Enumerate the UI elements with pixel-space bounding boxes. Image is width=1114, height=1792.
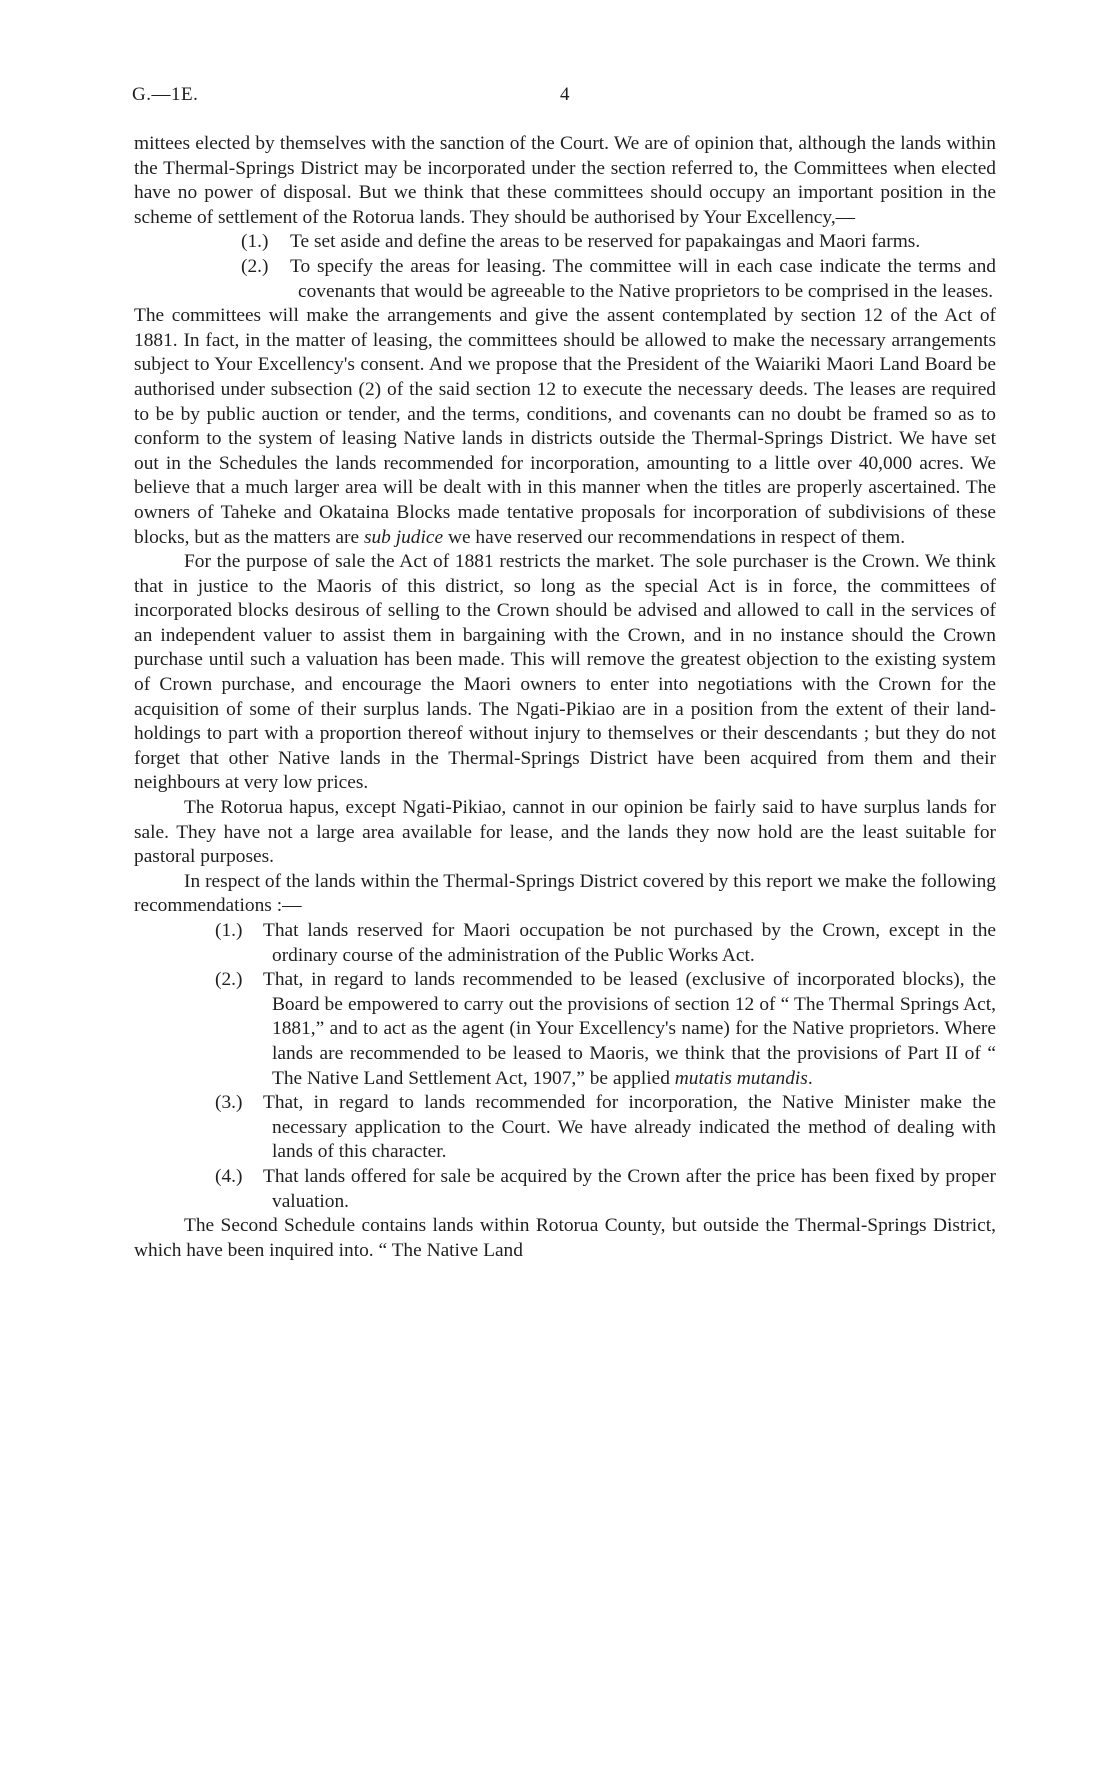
list-item-number: (2.) (215, 969, 243, 991)
paragraph-second-schedule: The Second Schedule contains lands within Rotorua County, but outside the Thermal-Springs District, which have been inquired into. “ The Native Land (134, 1215, 996, 1261)
list-item-text: That lands reserved for Maori occupation be not purchased by the Crown, except in the ordinary course of the administration of the Public Works Act. (263, 920, 996, 966)
list-item-text: To specify the areas for leasing. The committee will in each case indicate the terms and covenants that would be agreeable to the Native proprietors to be comprised in the leases. (290, 255, 996, 302)
recommendations-list (134, 919, 996, 1214)
list-item (134, 919, 996, 968)
list-item-text: Te set aside and define the areas to be reserved for papakaingas and Maori farms. (290, 231, 921, 253)
paragraph-recommendations-intro: In respect of the lands within the Thermal-Springs District covered by this report we make the following recommendations :— (134, 870, 996, 917)
paragraph-committees: mittees elected by themselves with the sanction of the Court. We are of opinion that, although the lands within the Thermal-Springs District may be incorporated under the section referred to, the Committees when elected have no power of disposal. But we think that these committees should occupy an important position in the scheme of settlement of the Rotorua lands. They should be authorised by Your Excellency,— (134, 133, 996, 228)
paragraph-sale: For the purpose of sale the Act of 1881 restricts the market. The sole purchaser is the Crown. We think that in justice to the Maoris of this district, so long as the special Act is in force, the committees of incorporated blocks desirous of selling to the Crown should be advised and allowed to call in the services of an independent valuer to assist them in bargaining with the Crown, and in no instance should the Crown purchase until such a valuation has been made. This will remove the greatest objection to the existing system of Crown purchase, and encourage the Maori owners to enter into negotiations with the Crown for the acquisition of some of their surplus lands. The Ngati-Pikiao are in a position from the extent of their land-holdings to part with a proportion thereof without injury to themselves or their descendants ; but they do not forget that other Native lands in the Thermal-Springs District have been acquired from them and their neighbours at very low prices. (134, 551, 996, 794)
list-item (134, 1165, 996, 1214)
list-item-tail: . (807, 1067, 813, 1089)
paragraph-text: The committees will make the arrangements and give the assent contemplated by section 12 of the Act of 1881. In fact, in the matter of leasing, the committees should be allowed to make the necessary arrangements subject to Your Excellency's consent. And we propose that the President of the Waiariki Maori Land Board be authorised under subsection (2) of the said section 12 to execute the necessary deeds. The leases are required to be by public auction or tender, and the terms, conditions, and covenants can no doubt be framed so as to conform to the system of leasing Native lands in districts outside the Thermal-Springs District. We have set out in the Schedules the lands recommended for incorporation, amounting to a little over 40,000 acres. We believe that a much larger area will be dealt with in this manner when the titles are properly ascertained. The owners of Taheke and Okataina Blocks made tentative proposals for incorporation of subdivisions of these blocks, but as the matters are (134, 305, 996, 548)
list-item (134, 230, 996, 255)
list-item-text: That, in regard to lands recommended to be leased (exclusive of incorporated blocks), the Board be empowered to carry out the provisions of section 12 of “ The Thermal Springs Act, 1881,” and to act as the agent (in Your Excellency's name) for the Native proprietors. Where lands are recommended to be leased to Maoris, we think that the provisions of Part II of “ The Native Land Settlement Act, 1907,” be applied (263, 969, 996, 1089)
italic-phrase: sub judice (363, 526, 444, 548)
page-number: 4 (560, 84, 570, 105)
list-item-number: (1.) (215, 920, 243, 941)
document-reference: G.—1E. (132, 84, 199, 105)
list-item-number: (2.) (241, 255, 269, 277)
list-item-text: That lands offered for sale be acquired by the Crown after the price has been fixed by proper valuation. (263, 1165, 996, 1212)
list-item-number: (1.) (241, 231, 269, 253)
list-item (134, 255, 996, 304)
list-item-text: That, in regard to lands recommended for incorporation, the Native Minister make the necessary application to the Court. We have already indicated the method of dealing with lands of this character. (263, 1092, 996, 1163)
list-item-number: (3.) (215, 1092, 243, 1114)
paragraph-leasing (134, 304, 996, 550)
committee-duties-list (134, 230, 996, 304)
italic-phrase: mutatis mutandis (674, 1067, 808, 1089)
body-text (134, 132, 996, 1263)
list-item (134, 968, 996, 1091)
list-item-number: (4.) (215, 1165, 243, 1187)
paragraph-rotorua-hapus: The Rotorua hapus, except Ngati-Pikiao, cannot in our opinion be fairly said to have surplus lands for sale. They have not a large area available for lease, and the lands they now hold are the least suitable for pastoral purposes. (134, 797, 996, 868)
list-item (134, 1091, 996, 1165)
paragraph-text: we have reserved our recommendations in respect of them. (447, 526, 906, 548)
